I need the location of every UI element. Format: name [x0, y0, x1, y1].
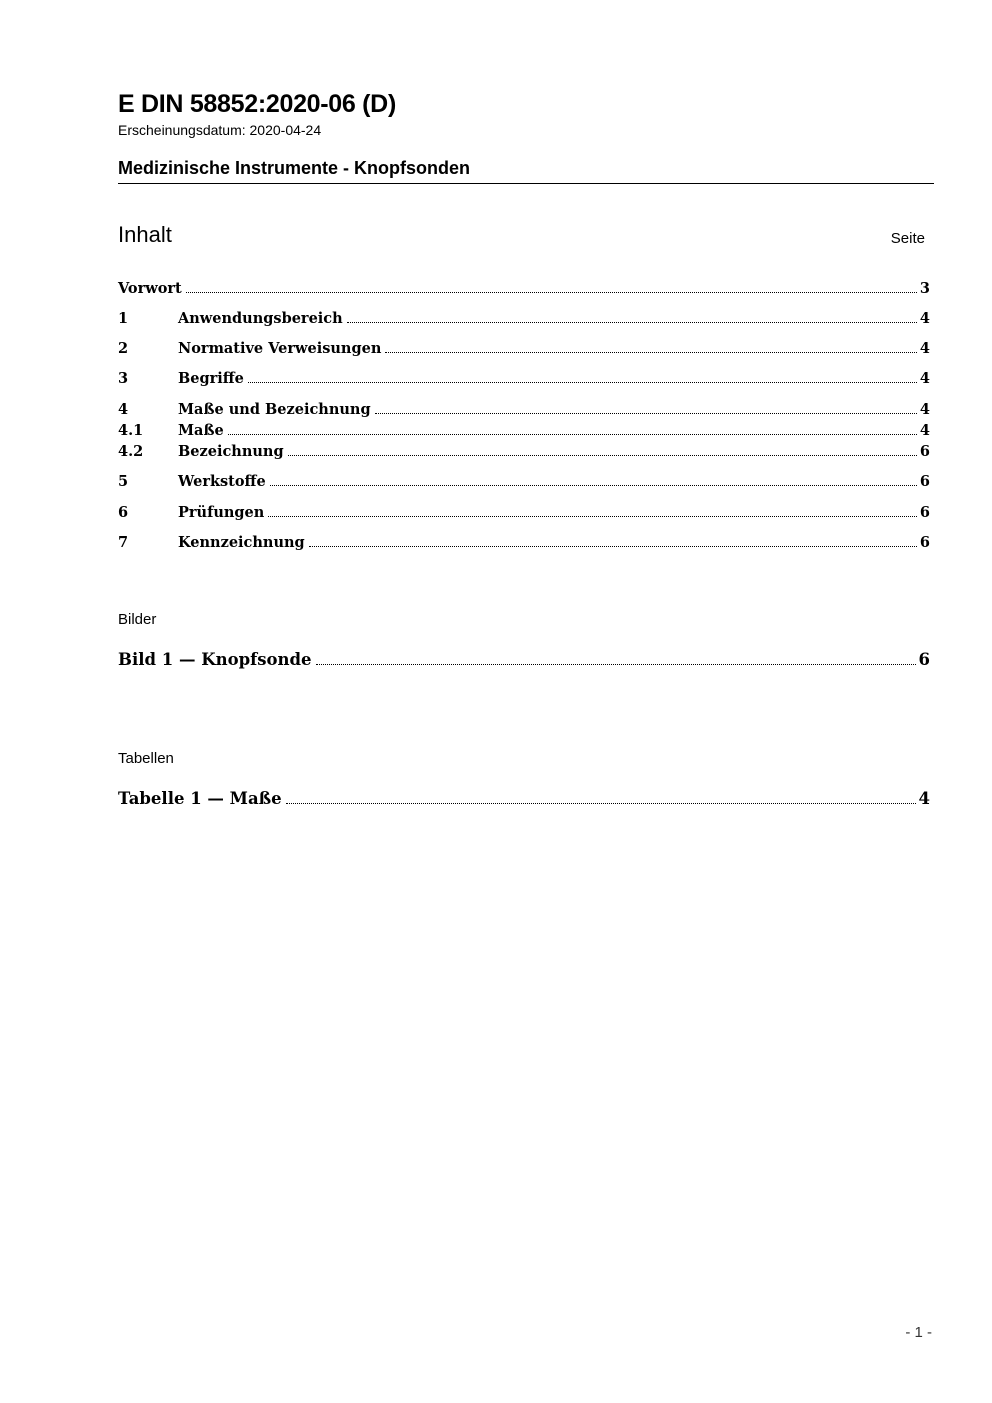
toc-entry-title: Kennzeichnung [178, 534, 305, 551]
header-divider [118, 183, 934, 184]
toc-entry-number: 2 [118, 340, 129, 357]
tables-heading: Tabellen [118, 750, 174, 767]
toc-entry-masse[interactable] [118, 422, 930, 439]
toc-entry-page: 4 [919, 370, 930, 387]
page-number: - 1 - [905, 1324, 932, 1341]
figure-entry-title: Bild 1 — Knopfsonde [118, 650, 312, 669]
toc-entry-page: 6 [919, 473, 930, 490]
toc-entry-title: Bezeichnung [178, 443, 284, 460]
toc-entry-page: 4 [919, 422, 930, 439]
toc-leader-dots [268, 516, 917, 517]
toc-entry-title: Prüfungen [178, 504, 265, 521]
toc-leader-dots [375, 413, 917, 414]
toc-entry-masse-und-bezeichnung[interactable] [118, 401, 930, 418]
toc-heading: Inhalt [118, 222, 172, 247]
table-entry-page: 4 [918, 789, 930, 808]
figures-heading: Bilder [118, 611, 157, 628]
table-entry-title: Tabelle 1 — Maße [118, 789, 282, 808]
toc-entry-kennzeichnung[interactable] [118, 534, 930, 551]
figure-entry-knopfsonde[interactable] [118, 650, 930, 669]
toc-entry-page: 6 [919, 443, 930, 460]
toc-entry-page: 6 [919, 504, 930, 521]
toc-entry-number: 1 [118, 310, 129, 327]
toc-entry-anwendungsbereich[interactable] [118, 310, 930, 327]
toc-leader-dots [309, 546, 917, 547]
table-entry-masse[interactable] [118, 789, 930, 808]
toc-entry-number: 4 [118, 401, 129, 418]
toc-entry-number: 7 [118, 534, 129, 551]
toc-entry-pruefungen[interactable] [118, 504, 930, 521]
page-column-label: Seite [890, 230, 925, 247]
document-subject: Medizinische Instrumente - Knopfsonden [118, 158, 471, 178]
toc-leader-dots [248, 382, 917, 383]
toc-entry-bezeichnung[interactable] [118, 443, 930, 460]
toc-leader-dots [288, 455, 917, 456]
toc-entry-werkstoffe[interactable] [118, 473, 930, 490]
toc-entry-page: 4 [919, 340, 930, 357]
toc-entry-title: Vorwort [118, 280, 182, 297]
toc-entry-number: 5 [118, 473, 129, 490]
toc-entry-page: 4 [919, 310, 930, 327]
toc-leader-dots [286, 803, 916, 804]
toc-entry-page: 6 [919, 534, 930, 551]
toc-entry-title: Normative Verweisungen [178, 340, 382, 357]
document-id: E DIN 58852:2020-06 (D) [118, 90, 396, 118]
publication-date: Erscheinungsdatum: 2020-04-24 [118, 122, 322, 138]
toc-entry-number: 3 [118, 370, 129, 387]
toc-leader-dots [228, 434, 917, 435]
toc-entry-title: Werkstoffe [178, 473, 266, 490]
figure-entry-page: 6 [918, 650, 930, 669]
toc-entry-number: 4.1 [118, 422, 144, 439]
toc-entry-vorwort[interactable] [118, 280, 930, 297]
toc-entry-page: 3 [919, 280, 930, 297]
toc-entry-title: Anwendungsbereich [178, 310, 343, 327]
toc-entry-number: 4.2 [118, 443, 144, 460]
toc-leader-dots [316, 664, 916, 665]
toc-entry-normative-verweisungen[interactable] [118, 340, 930, 357]
toc-entry-title: Begriffe [178, 370, 244, 387]
toc-entry-title: Maße [178, 422, 224, 439]
toc-entry-number: 6 [118, 504, 129, 521]
toc-entry-begriffe[interactable] [118, 370, 930, 387]
toc-entry-page: 4 [919, 401, 930, 418]
toc-leader-dots [347, 322, 917, 323]
toc-leader-dots [385, 352, 917, 353]
toc-leader-dots [270, 485, 917, 486]
toc-leader-dots [186, 292, 917, 293]
toc-entry-title: Maße und Bezeichnung [178, 401, 371, 418]
